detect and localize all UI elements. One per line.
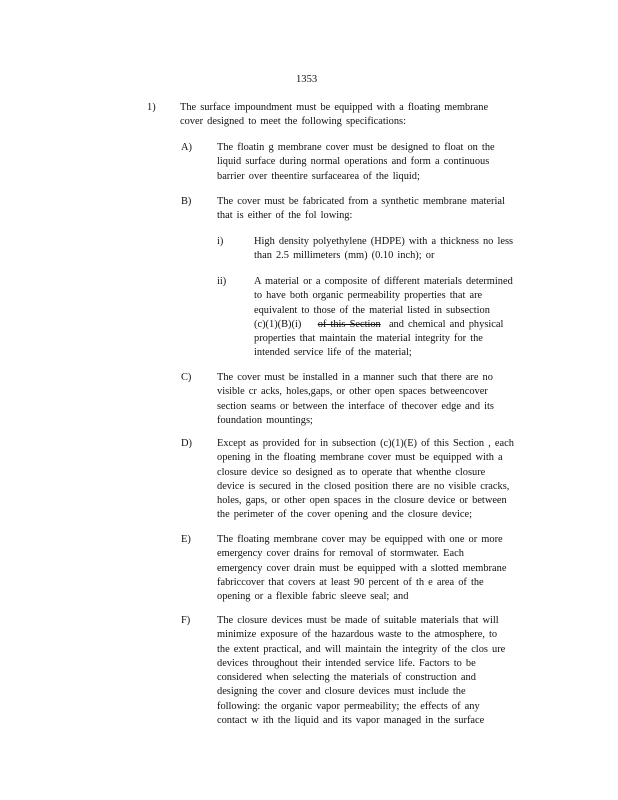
text-line: closure device so designed as to operate that whenthe closure xyxy=(217,466,486,478)
subparagraph-text xyxy=(217,195,531,224)
text-line: emergency cover drains for removal of stormwater. Each xyxy=(217,548,464,560)
subparagraph-label: C) xyxy=(181,372,192,383)
clause-text xyxy=(254,275,534,361)
subparagraph-label: F) xyxy=(181,615,191,626)
text-line: holes, gaps, or other open spaces in the closure device or between xyxy=(217,495,507,507)
after-strike-text: and chemical and physical xyxy=(388,318,504,330)
text-line: minimize exposure of the hazardous waste to the atmosphere, to xyxy=(217,629,498,641)
page-number: 1353 xyxy=(296,74,318,85)
text-line: The cover must be installed in a manner such that there are no xyxy=(217,372,493,383)
paragraph-label: 1) xyxy=(147,102,156,113)
subsection-reference: (c)(1)(B)(i) xyxy=(254,318,302,330)
text-line: Except as provided for in subsection (c)(1)(E) of this Section , each xyxy=(217,438,514,449)
text-line: the perimeter of the cover opening and the closure device; xyxy=(217,509,472,521)
text-line: to have both organic permeability properties that are xyxy=(254,290,483,302)
text-line: intended service life of the material; xyxy=(254,347,412,359)
text-line: A material or a composite of different materials determined xyxy=(254,276,513,287)
text-line: equivalent to those of the material listed in subsection xyxy=(254,304,490,316)
text-line: The cover must be fabricated from a synthetic membrane material xyxy=(217,196,505,207)
text-line: barrier over theentire surfacearea of the liquid; xyxy=(217,170,420,182)
subparagraph-label: B) xyxy=(181,196,192,207)
text-line: cover designed to meet the following specifications: xyxy=(180,116,406,128)
clause-label: i) xyxy=(217,236,224,247)
text-line: the extent practical, and will maintain the integrity of the clos ure xyxy=(217,643,506,655)
subparagraph-label: A) xyxy=(181,142,192,153)
text-line: that is either of the fol lowing: xyxy=(217,210,353,222)
struck-text: of this Section xyxy=(317,318,381,330)
subparagraph-text xyxy=(217,533,531,604)
text-line: The floatin g membrane cover must be designed to float on the xyxy=(217,142,495,153)
subparagraph-label: D) xyxy=(181,438,192,449)
text-line: The closure devices must be made of suitable materials that will xyxy=(217,615,499,626)
clause-label: ii) xyxy=(217,276,227,287)
text-line: following: the organic vapor permeability; the effects of any xyxy=(217,700,480,712)
text-line: The floating membrane cover may be equipped with one or more xyxy=(217,534,503,545)
text-line: visible cr acks, holes,gaps, or other open spaces betweencover xyxy=(217,386,488,398)
text-line: device is secured in the closed position there are no visible cracks, xyxy=(217,480,510,492)
text-line: opening or a flexible fabric sleeve seal; and xyxy=(217,591,409,603)
text-line: section seams or between the interface of thecover edge and its xyxy=(217,400,494,412)
subparagraph-text xyxy=(217,614,531,728)
subparagraph-text xyxy=(217,371,521,428)
text-line: fabriccover that covers at least 90 percent of th e area of the xyxy=(217,576,484,588)
clause-text xyxy=(254,235,540,264)
text-line: devices throughout their intended service life. Factors to be xyxy=(217,657,476,669)
text-line: designing the cover and closure devices must include the xyxy=(217,686,466,698)
paragraph-text xyxy=(180,101,516,130)
subparagraph-text xyxy=(217,141,519,184)
text-line: contact w ith the liquid and its vapor managed in the surface xyxy=(217,715,485,727)
text-line: opening in the floating membrane cover must be equipped with a xyxy=(217,452,503,464)
subparagraph-text xyxy=(217,437,534,523)
text-line: properties that maintain the material integrity for the xyxy=(254,333,483,345)
text-line-with-strikethrough xyxy=(254,318,534,332)
text-line: High density polyethylene (HDPE) with a thickness no less xyxy=(254,236,514,247)
text-line: liquid surface during normal operations and form a continuous xyxy=(217,156,490,168)
text-line: The surface impoundment must be equipped with a floating membrane xyxy=(180,102,489,113)
text-line: foundation mountings; xyxy=(217,414,313,426)
subparagraph-label: E) xyxy=(181,534,191,545)
text-line: than 2.5 millimeters (mm) (0.10 inch); or xyxy=(254,250,435,262)
text-line: considered when selecting the materials of construction and xyxy=(217,672,476,684)
text-line: emergency cover drain must be equipped with a slotted membrane xyxy=(217,562,507,574)
